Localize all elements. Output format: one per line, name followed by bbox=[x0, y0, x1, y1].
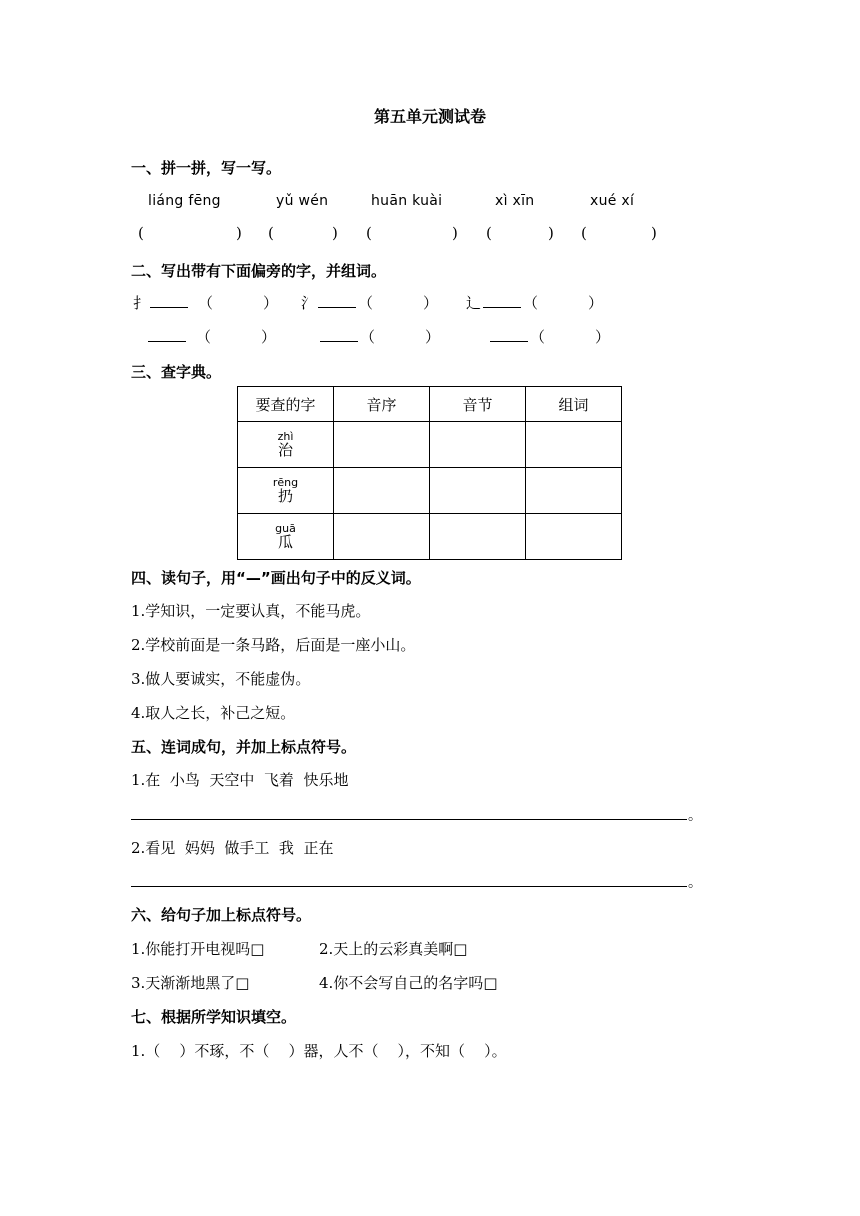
s6-item-4: 4.你不会写自己的名字吗□ bbox=[319, 974, 498, 992]
section-1-heading: 一、拼一拼，写一写。 bbox=[131, 159, 282, 177]
radical-row-1c: 辶 （ ） bbox=[466, 294, 604, 312]
blank-shui-1[interactable] bbox=[318, 293, 356, 308]
answer-paren-4[interactable]: ( bbox=[486, 224, 492, 242]
header-cell: 音节 bbox=[430, 387, 526, 422]
answer-paren-2-close: ) bbox=[332, 224, 338, 242]
char-cell bbox=[238, 468, 334, 514]
radical-row-2c: （ ） bbox=[488, 326, 610, 347]
dictionary-table bbox=[237, 386, 622, 560]
answer-paren-5[interactable]: ( bbox=[581, 224, 587, 242]
section-6-heading: 六、给句子加上标点符号。 bbox=[131, 906, 312, 924]
s5-item-1: 1.在 小鸟 天空中 飞着 快乐地 bbox=[131, 771, 349, 789]
radical-row-1b: 氵 （ ） bbox=[301, 294, 439, 312]
radical-chuo: 辶 bbox=[466, 294, 482, 312]
section-5-heading: 五、连词成句，并加上标点符号。 bbox=[131, 738, 357, 756]
s4-item-4: 4.取人之长，补己之短。 bbox=[131, 704, 296, 722]
table-row bbox=[238, 422, 622, 468]
zuci-cell[interactable] bbox=[526, 468, 622, 514]
radical-row-2: （ ） bbox=[146, 326, 276, 347]
section-3-heading: 三、查字典。 bbox=[131, 363, 222, 381]
answer-paren-3-close: ) bbox=[452, 224, 458, 242]
blank-shui-2[interactable] bbox=[320, 327, 358, 342]
s6-item-2: 2.天上的云彩真美啊□ bbox=[319, 940, 468, 958]
yinxu-cell[interactable] bbox=[334, 422, 430, 468]
answer-paren-5-close: ) bbox=[651, 224, 657, 242]
end-mark-1: 。 bbox=[688, 808, 702, 824]
s5-item-2: 2.看见 妈妈 做手工 我 正在 bbox=[131, 839, 334, 857]
char-cell bbox=[238, 514, 334, 560]
answer-paren-3[interactable]: ( bbox=[366, 224, 372, 242]
answer-paren-4-close: ) bbox=[548, 224, 554, 242]
yinjie-cell[interactable] bbox=[430, 514, 526, 560]
blank-chuo-1[interactable] bbox=[483, 293, 521, 308]
answer-paren-2[interactable]: ( bbox=[268, 224, 274, 242]
pinyin-2: yǔ wén bbox=[276, 193, 329, 209]
s4-item-1: 1.学知识，一定要认真，不能马虎。 bbox=[131, 602, 371, 620]
char-pinyin: zhì bbox=[277, 429, 294, 443]
char-cell bbox=[238, 422, 334, 468]
page-title: 第五单元测试卷 bbox=[373, 107, 486, 126]
zuci-cell[interactable] bbox=[526, 422, 622, 468]
s6-item-1: 1.你能打开电视吗□ bbox=[131, 940, 265, 958]
radical-row-1: 扌 （ ） bbox=[133, 294, 279, 312]
answer-paren-1-close: ) bbox=[236, 224, 242, 242]
header-cell: 组词 bbox=[526, 387, 622, 422]
char-pinyin: guā bbox=[275, 521, 296, 535]
char: 扔 bbox=[277, 486, 293, 505]
pinyin-4: xì xīn bbox=[495, 193, 535, 209]
table-row bbox=[238, 468, 622, 514]
blank-shou-1[interactable] bbox=[150, 293, 188, 308]
section-7-heading: 七、根据所学知识填空。 bbox=[131, 1008, 297, 1026]
yinxu-cell[interactable] bbox=[334, 514, 430, 560]
s6-item-3: 3.天渐渐地黑了□ bbox=[131, 974, 250, 992]
answer-paren-1[interactable]: ( bbox=[138, 224, 144, 242]
char-pinyin: rēng bbox=[272, 475, 299, 489]
s7-item-1: 1.（ ）不琢，不（ ）器，人不（ ），不知（ ）。 bbox=[131, 1042, 507, 1060]
pinyin-1: liáng fēng bbox=[148, 193, 221, 209]
section-2-heading: 二、写出带有下面偏旁的字，并组词。 bbox=[131, 262, 387, 280]
section-4-heading: 四、读句子，用“—”画出句子中的反义词。 bbox=[131, 569, 421, 587]
header-cell: 音序 bbox=[334, 387, 430, 422]
radical-row-2b: （ ） bbox=[318, 326, 440, 347]
pinyin-3: huān kuài bbox=[371, 193, 443, 209]
header-cell: 要查的字 bbox=[238, 387, 334, 422]
yinxu-cell[interactable] bbox=[334, 468, 430, 514]
answer-line-1[interactable] bbox=[131, 819, 687, 820]
s4-item-2: 2.学校前面是一条马路，后面是一座小山。 bbox=[131, 636, 416, 654]
char: 瓜 bbox=[277, 532, 293, 551]
end-mark-2: 。 bbox=[688, 875, 702, 891]
answer-line-2[interactable] bbox=[131, 886, 687, 887]
yinjie-cell[interactable] bbox=[430, 422, 526, 468]
zuci-cell[interactable] bbox=[526, 514, 622, 560]
char: 治 bbox=[277, 440, 293, 459]
radical-shou: 扌 bbox=[133, 294, 149, 312]
blank-shou-2[interactable] bbox=[148, 327, 186, 342]
s4-item-3: 3.做人要诚实，不能虚伪。 bbox=[131, 670, 311, 688]
radical-shui: 氵 bbox=[301, 294, 317, 312]
table-row bbox=[238, 514, 622, 560]
pinyin-5: xué xí bbox=[590, 193, 635, 209]
blank-chuo-2[interactable] bbox=[490, 327, 528, 342]
yinjie-cell[interactable] bbox=[430, 468, 526, 514]
table-header-row bbox=[238, 387, 622, 422]
